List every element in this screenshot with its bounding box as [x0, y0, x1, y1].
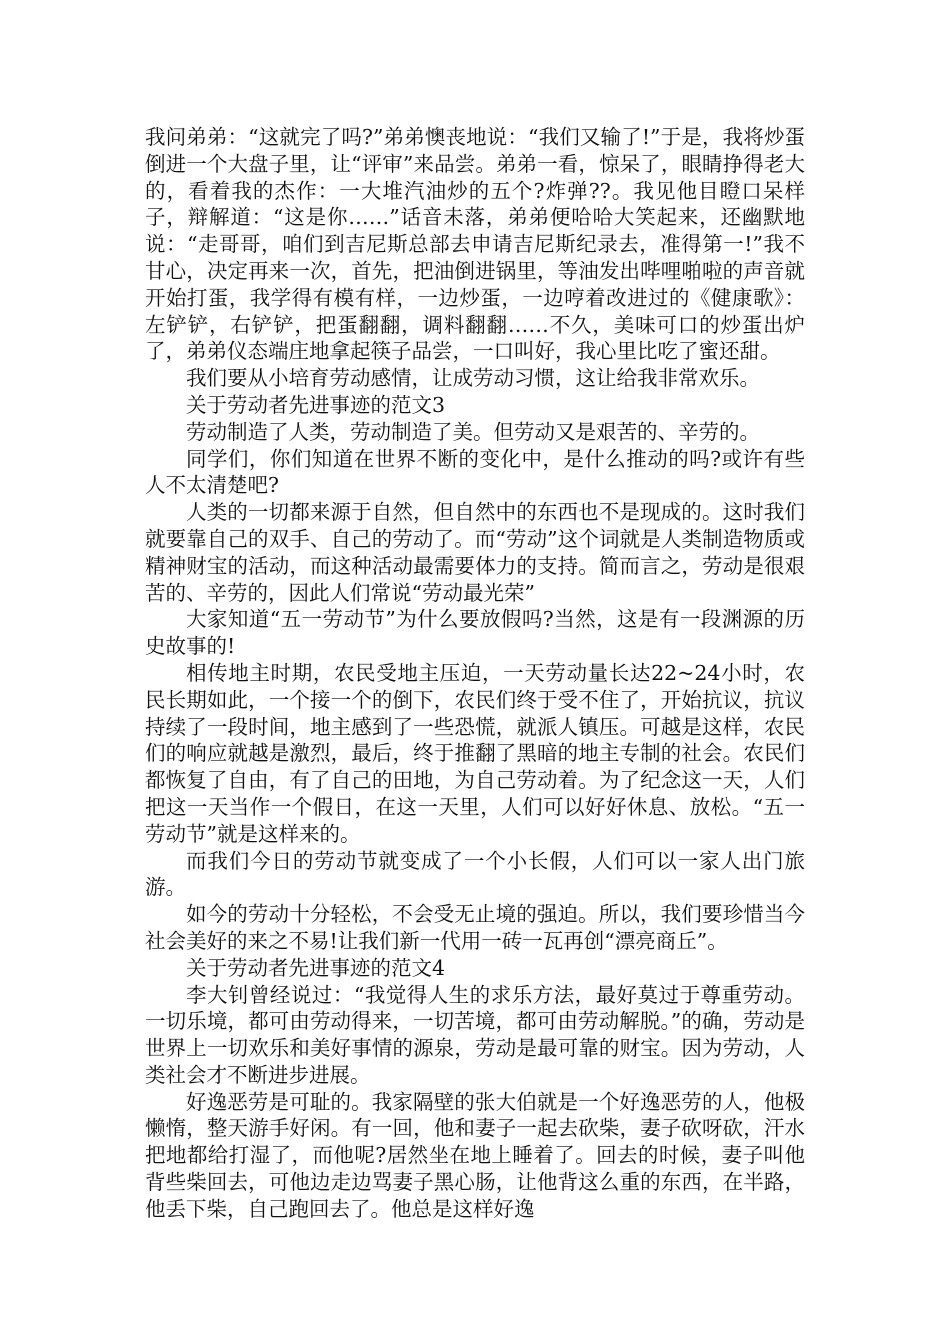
paragraph-history: 相传地主时期，农民受地主压迫，一天劳动量长达22~24小时，农民长期如此，一个接一个的倒下，农民们终于受不住了，开始抗议，抗议持续了一段时间，地主感到了一些恐慌，就派人镇压。可越是这样，农民们的响应就越是激烈，最后，终于推翻了黑暗的地主专制的社会。农民们都恢复了自由，有了自己的田地，为自己劳动着。为了纪念这一天，人们把这一天当作一个假日，在这一天里，人们可以好好休息、放松。“五一劳动节”就是这样来的。	[145, 660, 805, 846]
paragraph-students-question: 同学们，你们知道在世界不断的变化中，是什么推动的吗?或许有些人不太清楚吧?	[145, 446, 805, 498]
paragraph-may-day-question: 大家知道“五一劳动节”为什么要放假吗?当然，这是有一段渊源的历史故事的!	[145, 607, 805, 659]
paragraph-egg-story: 我问弟弟：“这就完了吗?”弟弟懊丧地说：“我们又输了!”于是，我将炒蛋倒进一个大盘子里，让“评审”来品尝。弟弟一看，惊呆了，眼睛挣得老大的，看着我的杰作：一大堆汽油炒的五个?炸弹??。我见他目瞪口呆样子，辩解道：“这是你……”话音未落，弟弟便哈哈大笑起来，还幽默地说：“走哥哥，咱们到吉尼斯总部去申请吉尼斯纪录去，准得第一!”我不甘心，决定再来一次，首先，把油倒进锅里，等油发出哔哩啪啦的声音就开始打蛋，我学得有模有样，一边炒蛋，一边哼着改进过的《健康歌》：左铲铲，右铲铲，把蛋翻翻，调料翻翻……不久，美味可口的炒蛋出炉了，弟弟仪态端庄地拿起筷子品尝，一口叫好，我心里比吃了蜜还甜。	[145, 125, 805, 364]
paragraph-lazy-neighbor: 好逸恶劳是可耻的。我家隔壁的张大伯就是一个好逸恶劳的人，他极懒惰，整天游手好闲。有一回，他和妻子一起去砍柴，妻子砍呀砍，汗水把地都给打湿了，而他呢?居然坐在地上睡着了。回去的时候，妻子叫他背些柴回去，可他边走边骂妻子黑心肠，让他背这么重的东西，在半路，他丢下柴，自己跑回去了。他总是这样好逸	[145, 1089, 805, 1221]
paragraph-li-dazhao: 李大钊曾经说过：“我觉得人生的求乐方法，最好莫过于尊重劳动。一切乐境，都可由劳动得来，一切苦境，都可由劳动解脱。”的确，劳动是世界上一切欢乐和美好事情的源泉，劳动是最可靠的财宝。因为劳动，人类社会才不断进步进展。	[145, 982, 805, 1087]
paragraph-cherish: 如今的劳动十分轻松，不会受无止境的强迫。所以，我们要珍惜当今社会美好的来之不易!让我们新一代用一砖一瓦再创“漂亮商丘”。	[145, 902, 805, 953]
section-heading-3: 关于劳动者先进事迹的范文3	[186, 392, 446, 417]
paragraph-nature: 人类的一切都来源于自然，但自然中的东西也不是现成的。这时我们就要靠自己的双手、自己的劳动了。而“劳动”这个词就是人类制造物质或精神财宝的活动，而这种活动最需要体力的支持。简而言之，劳动是很艰苦的、辛劳的，因此人们常说“劳动最光荣”	[145, 500, 805, 605]
section-heading-4: 关于劳动者先进事迹的范文4	[186, 955, 446, 980]
document-page	[145, 124, 805, 1223]
paragraph-labor-created: 劳动制造了人类，劳动制造了美。但劳动又是艰苦的、辛劳的。	[186, 419, 760, 444]
paragraph-labor-habit: 我们要从小培育劳动感情，让成劳动习惯，这让给我非常欢乐。	[186, 366, 760, 391]
paragraph-holiday-today: 而我们今日的劳动节就变成了一个小长假，人们可以一家人出门旅游。	[145, 848, 805, 900]
